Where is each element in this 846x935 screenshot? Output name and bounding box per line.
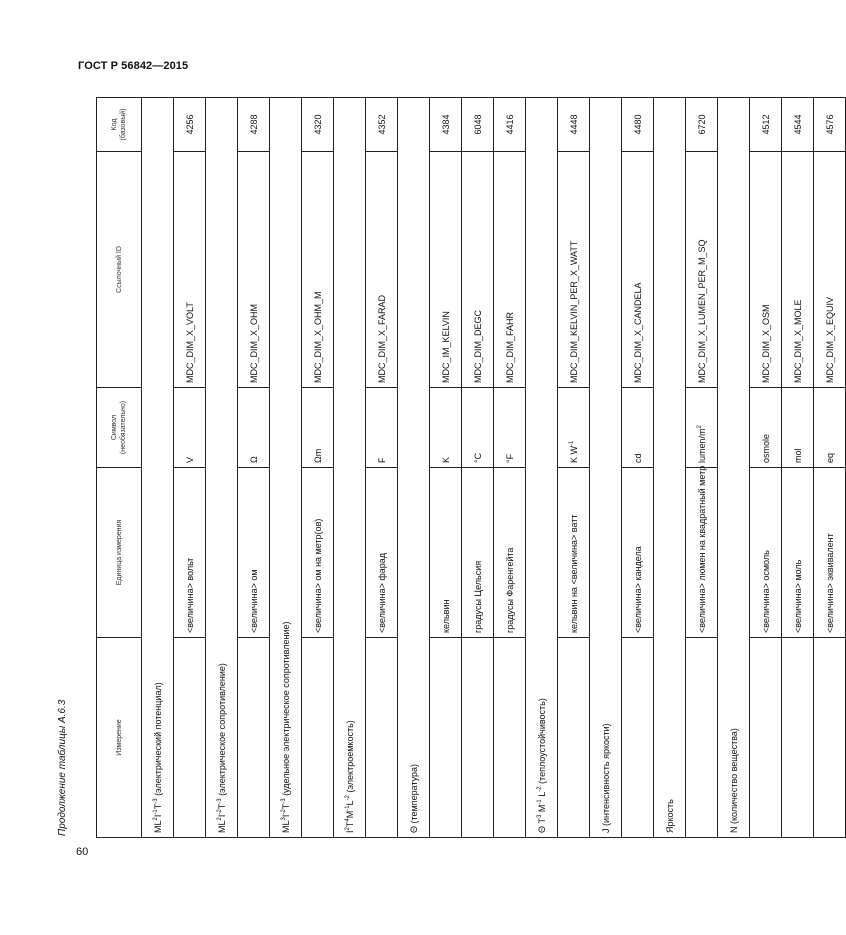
- code-cell: 6048: [462, 98, 494, 152]
- unit-cell: <величина> эквивалент: [814, 468, 846, 638]
- col-header-code: [97, 98, 142, 152]
- col-header-symbol-line1: Символ: [111, 414, 118, 441]
- code-cell: 4384: [430, 98, 462, 152]
- empty-cell: [206, 98, 238, 638]
- code-cell: 4288: [238, 98, 270, 152]
- dimension-cell: [430, 638, 462, 838]
- rotated-table-block: [56, 98, 835, 838]
- code-cell: 4416: [494, 98, 526, 152]
- table-row: [238, 98, 270, 838]
- empty-cell: [270, 98, 302, 638]
- dimension-cell: [622, 638, 654, 838]
- dimension-cell: [558, 638, 590, 838]
- symbol-cell: lumen/$m^2$: [686, 388, 718, 468]
- code-cell: 4512: [750, 98, 782, 152]
- dimension-cell: [782, 638, 814, 838]
- table-caption: Продолжение таблицы А.6.3: [57, 699, 68, 836]
- empty-cell: [526, 98, 558, 638]
- ref-id-cell: MDC_DIM_X_OHM: [238, 152, 270, 388]
- table-row: [174, 98, 206, 838]
- col-header-symbol: [97, 388, 142, 468]
- dimension-cell: [462, 638, 494, 838]
- symbol-cell: °C: [462, 388, 494, 468]
- dimension-cell: $I^2T^4M^{-1}L^{-2}$ (электроемкость): [334, 638, 366, 838]
- dimension-cell: N (количество вещества): [718, 638, 750, 838]
- unit-cell: <величина> ом: [238, 468, 270, 638]
- dimension-cell: [494, 638, 526, 838]
- unit-cell: <величина> вольт: [174, 468, 206, 638]
- col-header-ref-id: Ссылочный ID: [97, 152, 142, 388]
- empty-cell: [590, 98, 622, 638]
- ref-id-cell: MDC_DIM_FAHR: [494, 152, 526, 388]
- col-header-code-line2: (базовый): [120, 108, 127, 141]
- table-group-row: [142, 98, 174, 838]
- code-cell: 6720: [686, 98, 718, 152]
- code-cell: 4480: [622, 98, 654, 152]
- col-header-unit: Единица измерения: [97, 468, 142, 638]
- symbol-cell: F: [366, 388, 398, 468]
- col-header-dimension: Измерение: [97, 638, 142, 838]
- symbol-cell: V: [174, 388, 206, 468]
- symbol-cell: Ω: [238, 388, 270, 468]
- table-row: [430, 98, 462, 838]
- table-group-row: [654, 98, 686, 838]
- ref-id-cell: MDC_DIM_KELVIN_PER_X_WATT: [558, 152, 590, 388]
- unit-cell: <величина> осмоль: [750, 468, 782, 638]
- unit-cell: кельвин на <величина> ватт: [558, 468, 590, 638]
- ref-id-cell: MDC_DIM_X_EQUIV: [814, 152, 846, 388]
- symbol-cell: osmole: [750, 388, 782, 468]
- table-row: [366, 98, 398, 838]
- dimension-cell: $ML^2I^{-1}T^{-3}$ (электрический потенциал): [142, 638, 174, 838]
- dimension-cell: [686, 638, 718, 838]
- table-group-row: [206, 98, 238, 838]
- empty-cell: [142, 98, 174, 638]
- dimension-cell: [750, 638, 782, 838]
- empty-cell: [334, 98, 366, 638]
- table-header-row: [97, 98, 142, 838]
- symbol-cell: cd: [622, 388, 654, 468]
- code-cell: 4320: [302, 98, 334, 152]
- ref-id-cell: MDC_DIM_X_CANDELA: [622, 152, 654, 388]
- table-group-row: [718, 98, 750, 838]
- unit-cell: <величина> моль: [782, 468, 814, 638]
- table-row: [686, 98, 718, 838]
- dimension-cell: Яркость: [654, 638, 686, 838]
- unit-cell: градусы Цельсия: [462, 468, 494, 638]
- col-header-symbol-line2: (необязательно): [120, 400, 127, 455]
- unit-cell: <величина> кандела: [622, 468, 654, 638]
- empty-cell: [718, 98, 750, 638]
- unit-cell: <величина> люмен на квадратный метр: [686, 468, 718, 638]
- unit-cell: <величина> ом на метр(ов): [302, 468, 334, 638]
- symbol-cell: mol: [782, 388, 814, 468]
- empty-cell: [398, 98, 430, 638]
- table-row: [302, 98, 334, 838]
- symbol-cell: eq: [814, 388, 846, 468]
- code-cell: 4544: [782, 98, 814, 152]
- ref-id-cell: MDC_DIM_X_FARAD: [366, 152, 398, 388]
- standard-number: ГОСТ Р 56842—2015: [78, 60, 189, 72]
- code-cell: 4256: [174, 98, 206, 152]
- table-group-row: [270, 98, 302, 838]
- table-group-row: [590, 98, 622, 838]
- dimension-cell: $ML^2I^{-2}T^{-3}$ (электрическое сопротивление): [206, 638, 238, 838]
- unit-cell: <величина> фарад: [366, 468, 398, 638]
- table-row: [622, 98, 654, 838]
- dimension-cell: [302, 638, 334, 838]
- unit-cell: градусы Фаренгейта: [494, 468, 526, 638]
- dimension-cell: [174, 638, 206, 838]
- dimension-cell: $ML^3I^{-2}T^{-3}$ (удельное электрическое сопротивление): [270, 638, 302, 838]
- table-group-row: [526, 98, 558, 838]
- symbol-cell: Ωm: [302, 388, 334, 468]
- dimension-cell: [238, 638, 270, 838]
- code-cell: 4352: [366, 98, 398, 152]
- dimension-cell: [366, 638, 398, 838]
- table-row: [462, 98, 494, 838]
- ref-id-cell: MDC_DIM_X_LUMEN_PER_M_SQ: [686, 152, 718, 388]
- ref-id-cell: MDC_IM_KELVIN: [430, 152, 462, 388]
- table-group-row: [398, 98, 430, 838]
- table-row: [494, 98, 526, 838]
- ref-id-cell: MDC_DIM_X_MOLE: [782, 152, 814, 388]
- table-body: [142, 98, 846, 838]
- unit-cell: кельвин: [430, 468, 462, 638]
- table-row: [814, 98, 846, 838]
- table-row: [750, 98, 782, 838]
- table-row: [782, 98, 814, 838]
- code-cell: 4576: [814, 98, 846, 152]
- empty-cell: [654, 98, 686, 638]
- ref-id-cell: MDC_DIM_X_OHM_M: [302, 152, 334, 388]
- symbol-cell: K: [430, 388, 462, 468]
- dimension-cell: J (интенсивность яркости): [590, 638, 622, 838]
- table-group-row: [334, 98, 366, 838]
- ref-id-cell: MDC_DIM_X_OSM: [750, 152, 782, 388]
- symbol-cell: K $W^{-1}$: [558, 388, 590, 468]
- dimension-cell: [814, 638, 846, 838]
- page-number: 60: [76, 846, 89, 858]
- col-header-code-line1: Код: [111, 118, 118, 131]
- ref-id-cell: MDC_DIM_X_VOLT: [174, 152, 206, 388]
- dimension-cell: Θ $T^3$ $M^{-1}$ $L^{-2}$ (теплоустойчивость): [526, 638, 558, 838]
- ref-id-cell: MDC_DIM_DEGC: [462, 152, 494, 388]
- symbol-cell: °F: [494, 388, 526, 468]
- code-cell: 4448: [558, 98, 590, 152]
- dimension-cell: Θ (температура): [398, 638, 430, 838]
- table-row: [558, 98, 590, 838]
- units-table: [96, 97, 846, 838]
